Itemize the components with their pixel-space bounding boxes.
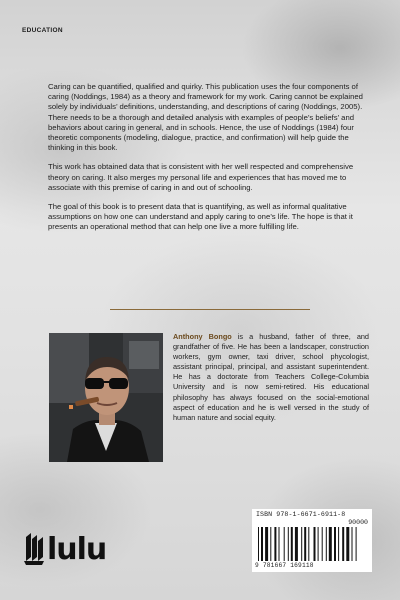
barcode-bar [258,527,259,561]
barcode-bar [295,527,298,561]
barcode-bar [291,527,293,561]
barcode-bar [352,527,353,561]
barcode-bar [329,527,332,561]
barcode-bars [258,527,366,561]
barcode-bar [288,527,289,561]
barcode-bar [342,527,344,561]
back-cover-blurb [48,82,366,242]
price-code: 90000 [348,519,368,526]
barcode-bar [274,527,276,561]
author-photo [49,333,163,462]
section-divider [110,309,310,310]
barcode-bar [334,527,336,561]
barcode-bar [356,527,357,561]
publisher-logo [24,531,106,565]
author-name: Anthony Bongo [173,332,232,341]
barcode-bar [314,527,316,561]
blurb-paragraph: The goal of this book is to present data that is quantifying, as well as informal qualitative assumptions on how one can understand and apply caring to one’s life. The hope is that it presents an operational method that can help one live a more fulfilling life. [48,202,353,232]
barcode-bar [338,527,339,561]
barcode-bar [322,527,323,561]
barcode-bar [279,527,280,561]
author-portrait-image [49,333,163,462]
isbn-number: ISBN 978-1-6671-6911-8 [256,511,346,518]
author-bio-text: is a husband, father of three, and grandfather of five. He has been a landscaper, construction workers, gym owner, taxi driver, school phycologist, assistant principal, principal, and assistant superintendent. He has a doctorate from Teachers College-Columbia University and is now semi-retired. His educational philosophy has always focused on the social-emotional aspect of education and he is well versed in the study of human nature and social equity. [173,332,369,422]
barcode-bar [346,527,349,561]
barcode-bar [304,527,306,561]
isbn-barcode [252,509,372,572]
lulu-logo-icon [24,531,44,565]
barcode-bar [301,527,302,561]
publisher-logo-text: lulu [47,532,107,567]
barcode-bar [326,527,327,561]
barcode-bar [261,527,263,561]
barcode-bar [265,527,268,561]
barcode-bar [308,527,309,561]
blurb-paragraph: Caring can be quantified, qualified and quirky. This publication uses the four components of caring (Noddings, 1984) as a theory and framework for my work. Caring cannot be explained solely by individuals’ definitions, understanding, and descriptions of caring (Noddings, 2005). There needs to be a thorough and detailed analysis with examples of people’s beliefs’ and behaviors about caring in general, and in schools. Hence, the use of Noddings (1984) four theoretic components (modeling, dialogue, practice, and confirmation) will help guide the thinking in this book. [48,82,363,153]
barcode-bar [318,527,319,561]
barcode-digits: 9 781667 169118 [255,562,314,569]
blurb-paragraph: This work has obtained data that is consistent with her well respected and comprehensive theory on caring. It also merges my personal life and experiences that has moved me to associate with this premise of caring in and out of schooling. [48,162,354,192]
author-bio [173,332,369,423]
category-label: EDUCATION [22,27,63,34]
barcode-bar [284,527,285,561]
barcode-bar [270,527,271,561]
